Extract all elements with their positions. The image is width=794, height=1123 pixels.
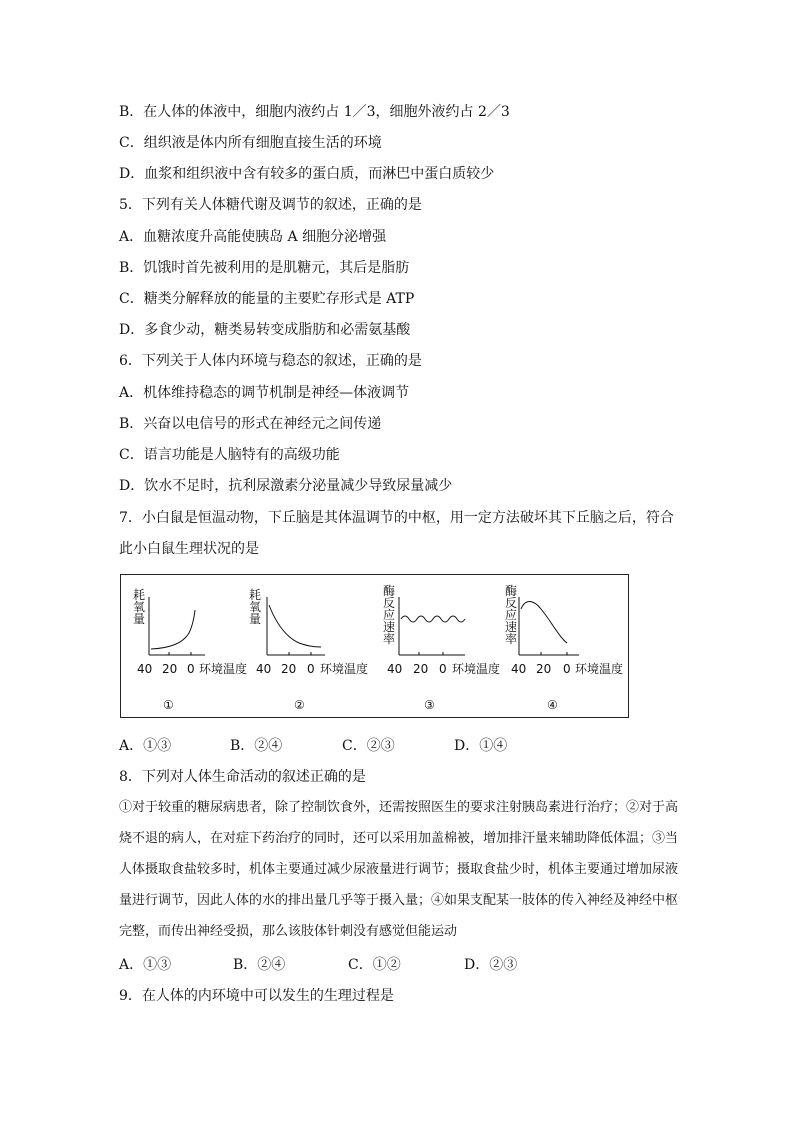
q4-option-b: B．在人体的体液中，细胞内液约占 1／3，细胞外液约占 2／3 <box>119 104 510 120</box>
q7-option-a: A．①③ <box>119 738 172 754</box>
graph4-tick-40: 40 <box>511 662 527 676</box>
graph4-ylabel: 酶反应速率 <box>505 584 518 646</box>
q8-option-d: D．②③ <box>464 957 518 973</box>
graph2-tick-0: 0 <box>307 662 315 676</box>
q7-stem-line2: 此小白鼠生理状况的是 <box>119 541 259 557</box>
graph2-curve <box>269 605 321 647</box>
graph3-tick-40: 40 <box>387 662 403 676</box>
q8-option-c: C．①② <box>348 957 401 973</box>
q7-option-c: C．②③ <box>342 738 395 754</box>
q5-option-b: B．饥饿时首先被利用的是肌糖元，其后是脂肪 <box>119 260 410 276</box>
graph-panel-3 <box>383 583 500 712</box>
graph4-number: ④ <box>547 698 558 712</box>
q7-option-b: B．②④ <box>230 738 283 754</box>
q4-option-d: D．血浆和组织液中含有较多的蛋白质，而淋巴中蛋白质较少 <box>119 166 495 182</box>
graph1-tick-40: 40 <box>137 662 153 676</box>
graph2-tick-20: 20 <box>281 662 297 676</box>
q6-option-b: B．兴奋以电信号的形式在神经元之间传递 <box>119 416 382 432</box>
graph-panel-1 <box>133 587 247 712</box>
q7-options <box>119 736 679 756</box>
q7-stem-line1: 7．小白鼠是恒温动物，下丘脑是其体温调节的中枢，用一定方法破坏其下丘脑之后，符合 <box>119 510 674 526</box>
q7-figure-graphs <box>121 575 630 719</box>
q5-stem: 5．下列有关人体糖代谢及调节的叙述，正确的是 <box>119 197 422 213</box>
q6-stem: 6．下列关于人体内环境与稳态的叙述，正确的是 <box>119 353 422 369</box>
graph3-tick-20: 20 <box>413 662 429 676</box>
graph-panel-2 <box>249 587 368 712</box>
q8-option-a: A．①③ <box>119 957 172 973</box>
graph1-tick-20: 20 <box>162 662 178 676</box>
graph3-tick-0: 0 <box>439 662 447 676</box>
graph4-xlabel: 环境温度 <box>575 662 624 676</box>
graph2-tick-40: 40 <box>256 662 272 676</box>
graph3-xlabel: 环境温度 <box>452 662 501 676</box>
q9-stem: 9．在人体的内环境中可以发生的生理过程是 <box>119 988 394 1004</box>
q7-figure <box>120 574 629 718</box>
q4-option-c: C．组织液是体内所有细胞直接生活的环境 <box>119 135 382 151</box>
q6-option-a: A．机体维持稳态的调节机制是神经—体液调节 <box>119 385 410 401</box>
graph1-tick-0: 0 <box>187 662 195 676</box>
graph3-number: ③ <box>424 698 435 712</box>
graph4-tick-20: 20 <box>536 662 552 676</box>
q7-option-d: D．①④ <box>454 738 508 754</box>
graph4-tick-0: 0 <box>563 662 571 676</box>
q6-option-d: D．饮水不足时，抗利尿激素分泌量减少导致尿量减少 <box>119 478 453 494</box>
graph1-number: ① <box>163 698 174 712</box>
graph3-curve <box>401 616 465 622</box>
graph3-ylabel: 酶反应速率 <box>383 584 396 646</box>
graph2-number: ② <box>294 698 305 712</box>
graph2-xlabel: 环境温度 <box>320 662 369 676</box>
graph2-ylabel: 耗氧量 <box>249 588 262 626</box>
q8-body: ①对于较重的糖尿病患者，除了控制饮食外，还需按照医生的要求注射胰岛素进行治疗；②对于高烧不退的病人，在对症下药治疗的同时，还可以采用加盖棉被，增加排汗量来辅助降低体温；③当人体摄取食盐较多时，机体主要通过减少尿液量进行调节；摄取食盐少时，机体主要通过增加尿液量进行调节，因此人体的水的排出量几乎等于摄入量；④如果支配某一肢体的传入神经及神经中枢完整，而传出神经受损，那么该肢体针刺没有感觉但能运动 <box>119 800 679 939</box>
q8-option-b: B．②④ <box>233 957 286 973</box>
graph1-curve <box>151 610 195 649</box>
graph-panel-4 <box>505 583 623 712</box>
q6-option-c: C．语言功能是人脑特有的高级功能 <box>119 447 340 463</box>
graph1-ylabel: 耗氧量 <box>133 588 146 626</box>
q8-options <box>119 955 679 975</box>
q5-option-d: D．多食少动，糖类易转变成脂肪和必需氨基酸 <box>119 322 411 338</box>
graph4-curve <box>521 602 567 644</box>
graph1-xlabel: 环境温度 <box>199 662 248 676</box>
q8-stem: 8．下列对人体生命活动的叙述正确的是 <box>119 769 366 785</box>
q5-option-a: A．血糖浓度升高能使胰岛 A 细胞分泌增强 <box>119 229 387 245</box>
q5-option-c: C．糖类分解释放的能量的主要贮存形式是 ATP <box>119 291 415 307</box>
